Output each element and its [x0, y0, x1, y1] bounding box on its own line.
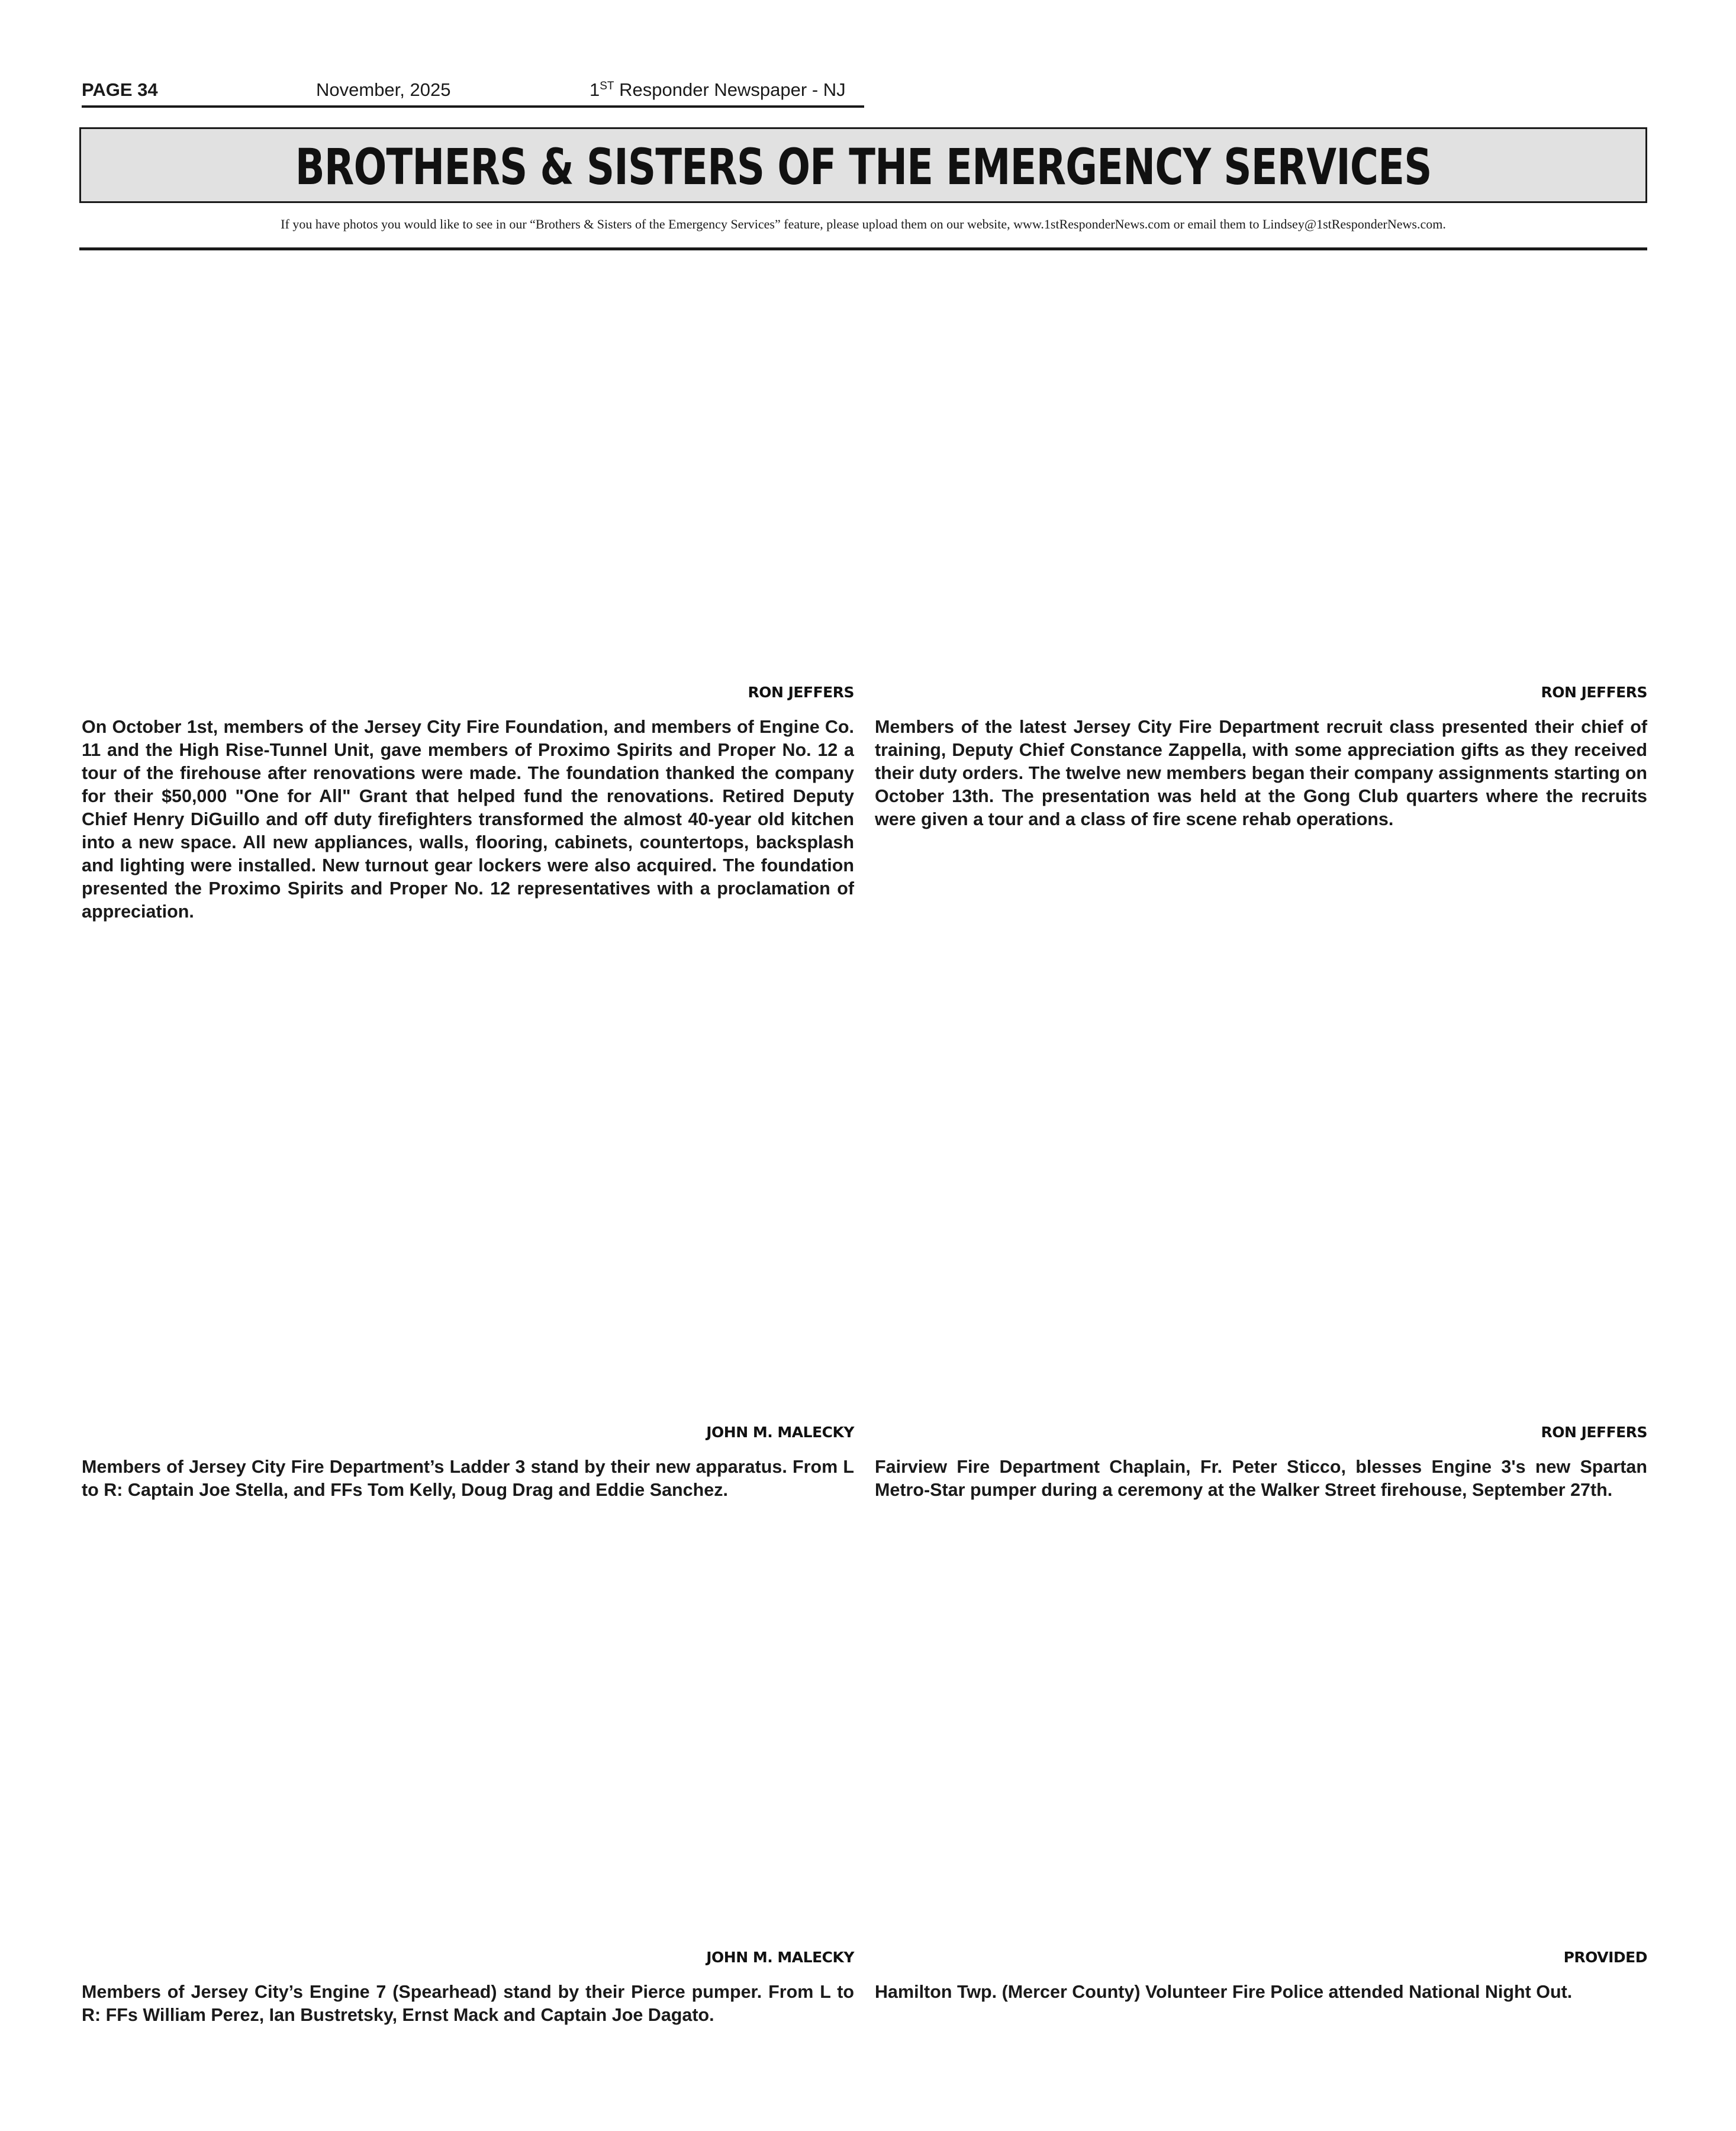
newspaper-name-rest: Responder Newspaper - NJ [614, 79, 846, 100]
story-3 [82, 947, 854, 1502]
newspaper-name [590, 79, 846, 101]
story-1 [82, 260, 854, 923]
page-number: PAGE 34 [82, 79, 158, 100]
newspaper-name-superscript: ST [600, 80, 614, 92]
photo-caption: Members of Jersey City’s Engine 7 (Spearhead) stand by their Pierce pumper. From L to R: FFs William Perez, Ian Bustretsky, Ernst Mack and Captain Joe Dagato. [82, 1982, 854, 2025]
photo-caption: Members of Jersey City Fire Department’s Ladder 3 stand by their new apparatus. From L to R: Captain Joe Stella, and FFs Tom Kelly, Doug Drag and Eddie Sanchez. [82, 1457, 854, 1500]
page-header [82, 77, 864, 108]
photo-caption: Members of the latest Jersey City Fire Department recruit class presented their chief of training, Deputy Chief Constance Zappella, with some appreciation gifts as they received their duty orders. The twelve new members began their company assignments starting on October 13th. The presentation was held at the Gong Club quarters where the recruits were given a tour and a class of fire scene rehab operations. [875, 717, 1647, 829]
photo-credit: JOHN M. MALECKY [706, 1949, 854, 1966]
photo-submission-note: If you have photos you would like to see in our “Brothers & Sisters of the Emergency Services” feature, please upload them on our website, www.1stResponderNews.com or email them to Lindsey@1stResponderNews.com. [281, 217, 1446, 231]
photo-caption: Fairview Fire Department Chaplain, Fr. Peter Sticco, blesses Engine 3's new Spartan Metro-Star pumper during a ceremony at the Walker Street firehouse, September 27th. [875, 1457, 1647, 1500]
story-2 [875, 260, 1647, 831]
photo-caption: Hamilton Twp. (Mercer County) Volunteer Fire Police attended National Night Out. [875, 1982, 1573, 2002]
story-5-photo [82, 1527, 854, 1949]
photo-credit: RON JEFFERS [1541, 684, 1647, 701]
photo-credit: JOHN M. MALECKY [706, 1424, 854, 1441]
story-5 [82, 1527, 854, 2027]
photo-credit: RON JEFFERS [748, 684, 854, 701]
story-2-photo [875, 260, 1647, 684]
photo-credit: RON JEFFERS [1541, 1424, 1647, 1441]
story-1-photo [82, 260, 854, 684]
photo-caption: On October 1st, members of the Jersey City Fire Foundation, and members of Engine Co. 11 and the High Rise-Tunnel Unit, gave members of Proximo Spirits and Proper No. 12 a tour of the firehouse after renovations were made. The foundation thanked the company for their $50,000 "One for All" Grant that helped fund the renovations. Retired Deputy Chief Henry DiGuillo and off duty firefighters transformed the almost 40-year old kitchen into a new space. All new appliances, walls, flooring, cabinets, countertops, backsplash and lighting were installed. New turnout gear lockers were also acquired. The foundation presented the Proximo Spirits and Proper No. 12 representatives with a proclamation of appreciation. [82, 717, 854, 922]
photo-credit: PROVIDED [1563, 1949, 1647, 1966]
story-3-photo [82, 947, 854, 1424]
story-6-photo [875, 1527, 1647, 1949]
issue-date: November, 2025 [316, 79, 451, 100]
section-banner [79, 127, 1647, 203]
story-4-photo [875, 947, 1647, 1424]
banner-divider [79, 247, 1647, 250]
story-6 [875, 1527, 1647, 2004]
newspaper-name-lead: 1 [590, 79, 600, 100]
section-title: BROTHERS & SISTERS OF THE EMERGENCY SERVICES [295, 138, 1432, 196]
story-4 [875, 947, 1647, 1502]
